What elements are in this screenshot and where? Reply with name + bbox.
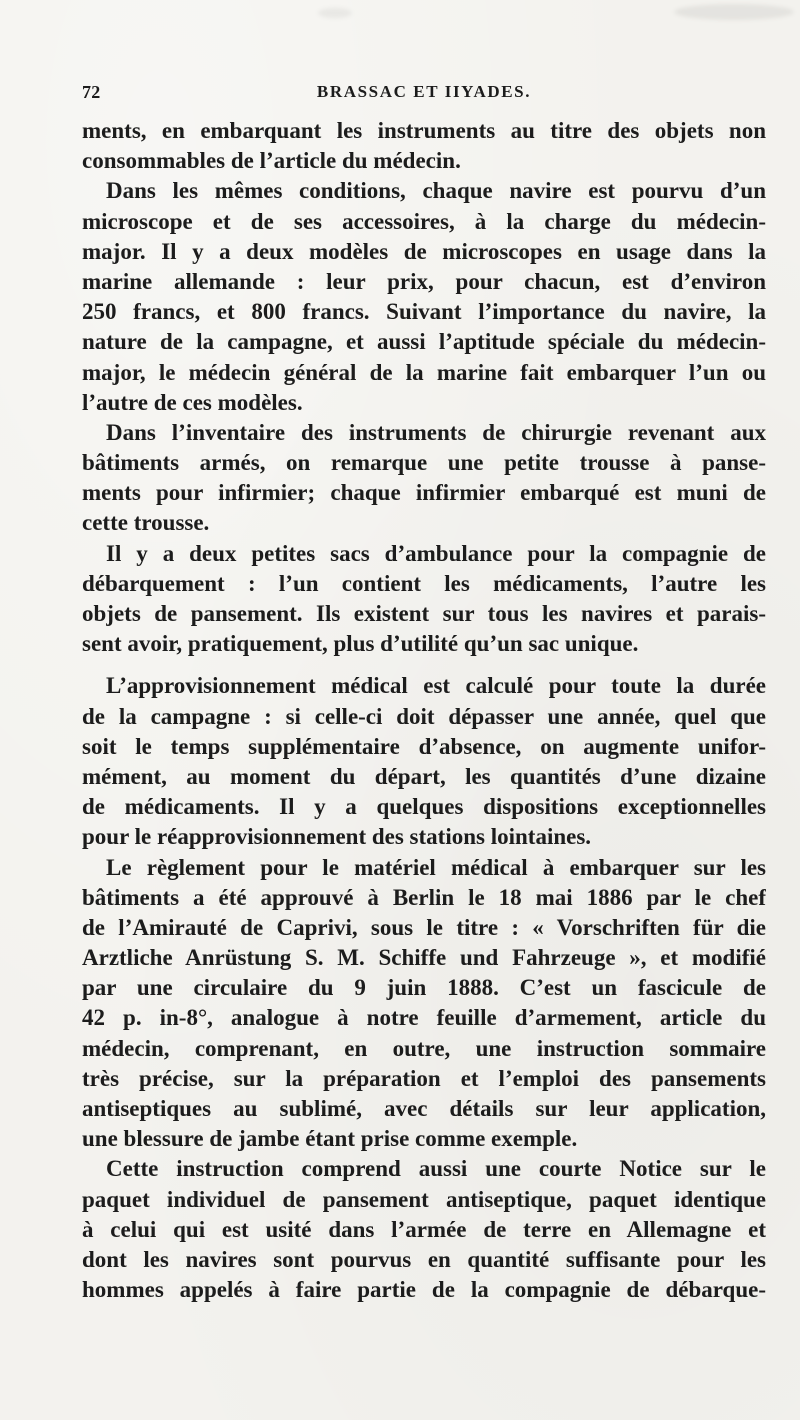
text-line: de médicaments. Il y a quelques dispositions exceptionnelles — [82, 794, 766, 820]
text-line: bâtiments armés, on remarque une petite trousse à panse- — [82, 450, 766, 476]
paragraph — [82, 418, 766, 539]
paragraph — [82, 176, 766, 418]
text-line: dont les navires sont pourvus en quantité suffisante pour les — [82, 1246, 766, 1272]
text-line: médecin, comprenant, en outre, une instruction sommaire — [82, 1035, 766, 1061]
text-line: Dans les mêmes conditions, chaque navire est pourvu d’un — [106, 178, 766, 204]
text-line: très précise, sur la préparation et l’emploi des pansements — [82, 1065, 766, 1091]
paragraph — [82, 671, 766, 852]
text-line: ments pour infirmier; chaque infirmier embarqué est muni de — [82, 480, 766, 506]
text-line: hommes appelés à faire partie de la compagnie de débarque- — [82, 1277, 766, 1303]
text-line: sent avoir, pratiquement, plus d’utilité qu’un sac unique. — [82, 631, 639, 657]
paragraph — [82, 116, 766, 176]
paragraph — [82, 539, 766, 660]
text-line: consommables de l’article du médecin. — [82, 148, 461, 174]
text-line: Le règlement pour le matériel médical à embarquer sur les — [106, 854, 766, 880]
text-line: microscope et de ses accessoires, à la charge du médecin- — [82, 208, 766, 234]
text-line: objets de pansement. Ils existent sur tous les navires et parais- — [82, 601, 766, 626]
text-line: débarquement : l’un contient les médicaments, l’autre les — [82, 570, 766, 596]
text-line: ments, en embarquant les instruments au titre des objets non — [82, 118, 766, 143]
text-line: marine allemande : leur prix, pour chacun, est d’environ — [82, 268, 766, 294]
scan-smudge — [674, 4, 794, 20]
scan-smudge — [318, 8, 352, 18]
text-line: paquet individuel de pansement antiseptique, paquet identique — [82, 1186, 766, 1212]
text-line: de la campagne : si celle-ci doit dépasser une année, quel que — [82, 703, 766, 729]
text-line: Arztliche Anrüstung S. M. Schiffe und Fahrzeuge », et modifié — [82, 945, 766, 971]
text-line: de l’Amirauté de Caprivi, sous le titre : « Vorschriften für die — [82, 914, 766, 940]
text-line: 250 francs, et 800 francs. Suivant l’importance du navire, la — [82, 299, 766, 325]
page-header — [82, 82, 766, 106]
text-line: bâtiments a été approuvé à Berlin le 18 mai 1886 par le chef — [82, 884, 766, 910]
text-line: L’approvisionnement médical est calculé pour toute la durée — [106, 673, 766, 699]
body-text — [82, 116, 766, 1305]
paragraph — [82, 1154, 766, 1305]
text-line: major, le médecin général de la marine fait embarquer l’un ou — [82, 359, 766, 385]
text-line: par une circulaire du 9 juin 1888. C’est un fascicule de — [82, 975, 766, 1001]
text-line: Dans l’inventaire des instruments de chirurgie revenant aux — [106, 419, 766, 445]
paragraph-gap — [82, 659, 766, 671]
page-number: 72 — [82, 82, 101, 102]
text-line: l’autre de ces modèles. — [82, 389, 303, 415]
text-line: Cette instruction comprend aussi une courte Notice sur le — [106, 1156, 766, 1182]
text-line: à celui qui est usité dans l’armée de terre en Allemagne et — [82, 1216, 766, 1242]
text-line: Il y a deux petites sacs d’ambulance pour la compagnie de — [106, 540, 766, 566]
text-line: mément, au moment du départ, les quantités d’une dizaine — [82, 763, 766, 789]
text-line: 42 p. in-8°, analogue à notre feuille d’armement, article du — [82, 1005, 766, 1031]
text-line: major. Il y a deux modèles de microscopes en usage dans la — [82, 238, 766, 264]
text-line: une blessure de jambe étant prise comme exemple. — [82, 1126, 578, 1152]
text-line: antiseptiques au sublimé, avec détails sur leur application, — [82, 1096, 766, 1121]
text-line: nature de la campagne, et aussi l’aptitude spéciale du médecin- — [82, 329, 766, 355]
running-head: BRASSAC ET IIYADES. — [316, 82, 532, 101]
paragraph — [82, 853, 766, 1155]
text-line: pour le réapprovisionnement des stations lointaines. — [82, 824, 592, 850]
text-line: soit le temps supplémentaire d’absence, on augmente unifor- — [82, 733, 766, 759]
text-line: cette trousse. — [82, 510, 210, 536]
